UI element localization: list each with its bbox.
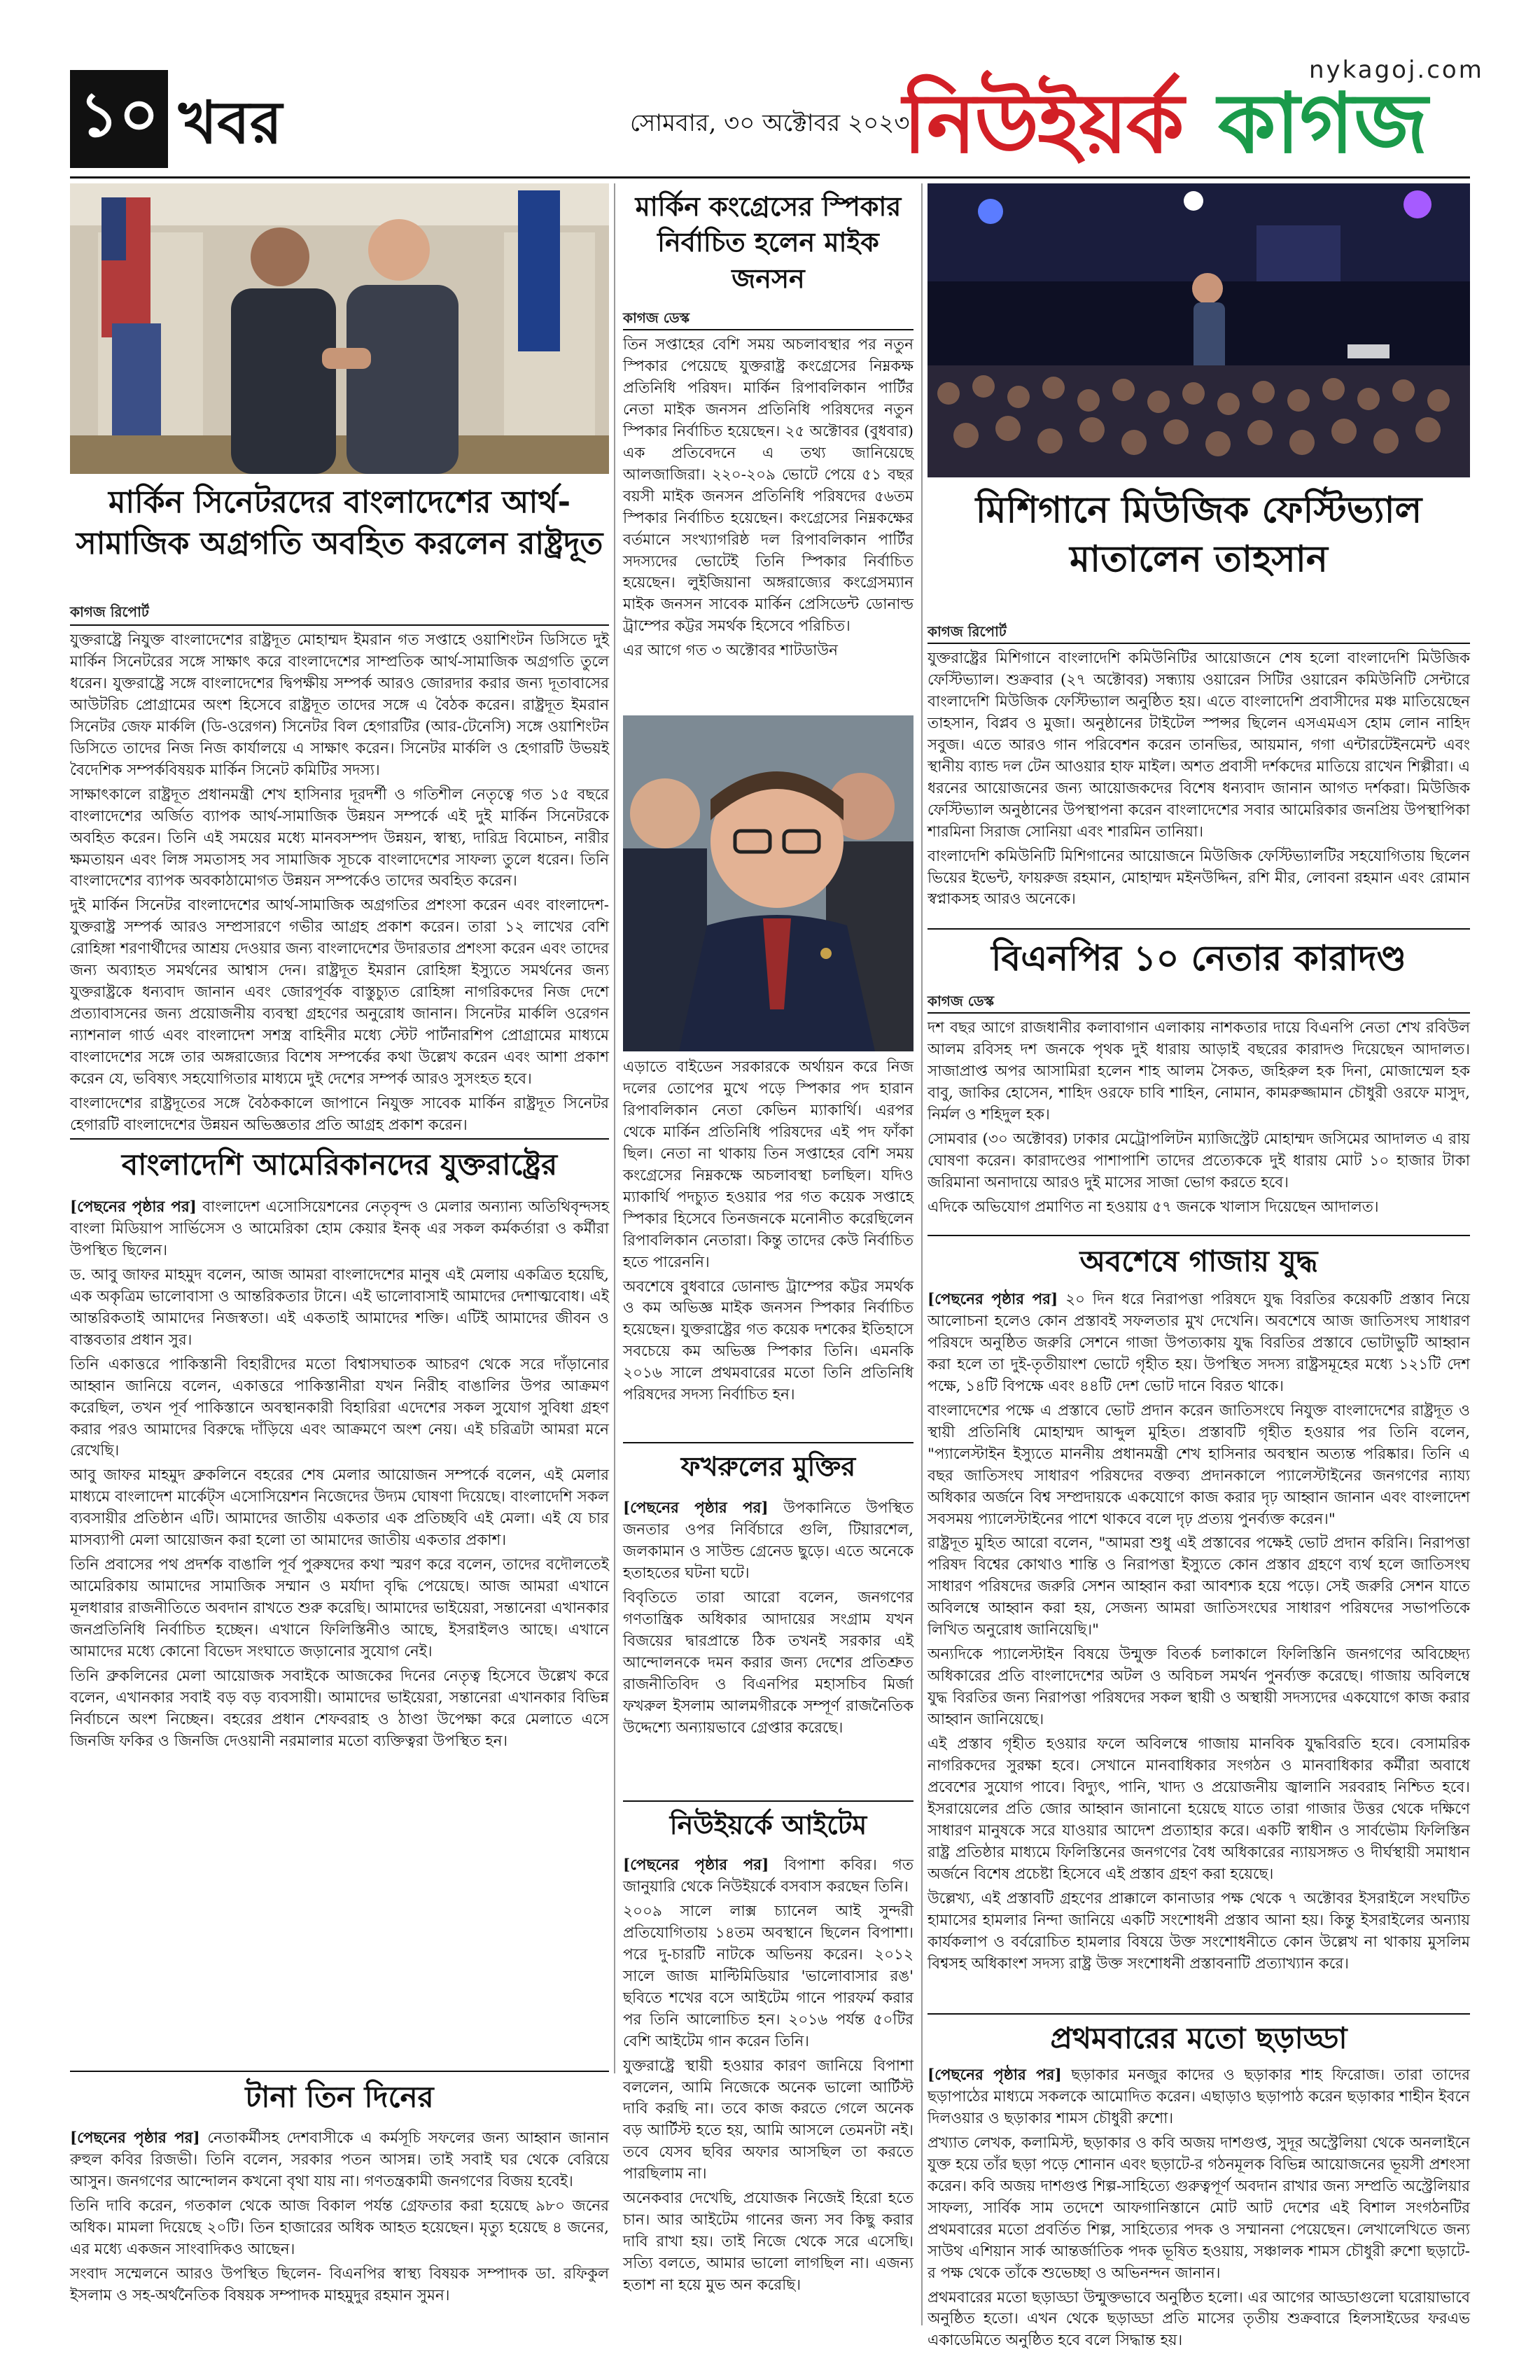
story6-headline[interactable]: নিউইয়র্কে আইটেম [669,1809,867,1840]
paragraph: তিনি প্রবাসের পথ প্রদর্শক বাঙালি পূর্ব পুরুষদের কথা স্মরণ করে বলেন, তাদের বদৌলতেই আমেরিকায় আমাদের সামাজিক সম্মান ও মর্যাদা বৃদ্ধি পেয়েছে। আজ আমরা এখানে মূলধারার রাজনীতিতে অবদান রাখতে শুরু করেছি। আমাদের ভাইয়েরা, সন্তানেরা এখানকার জনপ্রতিনিধি নির্বাচিত হচ্ছেন। এখানে ফিলিস্তিনীও আছে, ইসরাইলও আছে। এখানে আমাদের মধ্যে কোনো বিভেদ সংঘাতে জড়ানোর সুযোগ নেই। [70,1556,609,1661]
story10-body [927,2065,1470,2350]
story-divider [623,1800,913,1802]
story4-byline: কাগজ ডেস্ক [623,309,690,326]
story7-body [927,648,1470,925]
paragraph: এর আগে গত ৩ অক্টোবর শাটডাউন [623,642,838,660]
paragraph: সাক্ষাৎকালে রাষ্ট্রদূত প্রধানমন্ত্রী শেখ হাসিনার দূরদর্শী ও গতিশীল নেতৃত্বে গত ১৫ বছরে বাংলাদেশের অর্জিত ব্যাপক আর্থ-সামাজিক উন্নয়ন সম্পর্কে এই দুই মার্কিন সিনেটরকে অবহিত করেন। তিনি এই সময়ের মধ্যে মানবসম্পদ উন্নয়ন, স্বাস্থ্য, দারিদ্র বিমোচন, নারীর ক্ষমতায়ন এবং লিঙ্গ সমতাসহ সব সামাজিক সূচকে বাংলাদেশের সাফল্য তুলে ধরেন। তিনি বাংলাদেশের ব্যাপক অবকাঠামোগত উন্নয়ন সম্পর্কেও তাদের অবহিত করেন। [70,785,609,890]
story7-headline[interactable]: মিশিগানে মিউজিক ফেস্টিভ্যাল মাতালেন তাহসান [975,489,1422,581]
story7-byline: কাগজ রিপোর্ট [927,623,1007,640]
byline-rule [927,1012,1470,1014]
paragraph: যুক্তরাষ্ট্রে স্থায়ী হওয়ার কারণ জানিয়ে বিপাশা বললেন, আমি নিজেকে অনেক ভালো আর্টিস্ট দাবি করছি না। তবে কাজ করতে গেলে অনেক বড় আর্টিস্ট হতে হয়, আমি আসলে তেমনটা নই। তবে যেসব ছবির অফার আসছিল তা করতে পারছিলাম না। [623,2057,913,2183]
story8-body [927,1018,1470,1231]
dateline: সোমবার, ৩০ অক্টোবর ২০২৩ [630,109,910,137]
paragraph: অনেকবার দেখেছি, প্রযোজক নিজেই হিরো হতে চান। আর আইটেম গানের জন্য সব কিছু করার দাবি রাখা হয়। তাই নিজে থেকে সরে এসেছি। সত্যি বলতে, আমার ভালো লাগছিল না। এজন্য হতাশ না হয়ে মুভ অন করেছি। [623,2190,913,2295]
paragraph: তিনি দাবি করেন, গতকাল থেকে আজ বিকাল পর্যন্ত গ্রেফতার করা হয়েছে ৯৮০ জনের অধিক। মামলা দিয়েছে ২০টি। তিন হাজারের অধিক আহত হয়েছেন। মৃত্যু হয়েছে ৪ জনের, এর মধ্যে একজন সাংবাদিকও আছেন। [70,2197,609,2258]
paragraph: প্রখ্যাত লেখক, কলামিস্ট, ছড়াকার ও কবি অজয় দাশগুপ্ত, সুদূর অস্ট্রেলিয়া থেকে অনলাইনে যুক্ত হয়ে তাঁর ছড়া পড়ে শোনান এবং ছড়াটে-র গঠনমূলক বিভিন্ন আয়োজনের ভূয়সী প্রশংসা করেন। কবি অজয় দাশগুপ্ত শিল্প-সাহিত্যে গুরুত্বপূর্ণ অবদান রাখার জন্য সম্প্রতি অস্ট্রেলিয়ার সাফল্য, সার্বিক সাম তদেশে আফগানিস্তানে মোট আট দেশের এই বিশাল সংগঠনটির প্রথমবারের মতো প্রবর্তিত শিল্প, সাহিত্যের পদক ও সম্মাননা পেয়েছেন। লেখালেখিতে জন্য সাউথ এশিয়ান সার্ক আন্তর্জাতিক পদক ভূষিত হওয়ায়, সঞ্চালক শামস চৌধুরী রুশো ছড়াটে-র পক্ষ থেকে তাঁকে শুভেচ্ছা ও অভিনন্দন জানান। [927,2134,1470,2282]
story6-body [623,1855,913,2331]
paragraph: এদিকে অভিযোগ প্রমাণিত না হওয়ায় ৫৭ জনকে খালাস দিয়েছেন আদালত। [927,1198,1379,1216]
brand-name-part1: নিউইয়র্ক [903,75,1183,172]
paragraph: এড়াতে বাইডেন সরকারকে অর্থায়ন করে নিজ দলের তোপের মুখে পড়ে স্পিকার পদ হারান রিপাবলিকান নেতা কেভিন ম্যাকার্থি। এরপর থেকে মার্কিন প্রতিনিধি পরিষদের এই পদ ফাঁকা ছিল। নেতা না থাকায় তিন সপ্তাহের বেশি সময় কংগ্রেসের নিম্নকক্ষে অচলাবস্থা চলছিল। যদিও ম্যাকার্থি পদচ্যুত হওয়ার পর গত কয়েক সপ্তাহে স্পিকার হিসেবে তিনজনকে মনোনীত করেছিলেন রিপাবলিকান নেতারা। কিন্তু তাদের কেউ নির্বাচিত হতে পারেননি। [623,1058,913,1271]
paragraph: সংবাদ সম্মেলনে আরও উপস্থিত ছিলেন- বিএনপির স্বাস্থ্য বিষয়ক সম্পাদক ডা. রফিকুল ইসলাম ও সহ-অর্থনৈতিক বিষয়ক সম্পাদক মাহমুদুর রহমান সুমন। [70,2264,609,2304]
continued-tag: [পেছনের পৃষ্ঠার পর] [70,1198,197,1216]
story-divider [70,2071,609,2072]
byline-rule [927,643,1470,644]
brand-name-part2: কাগজ [1218,75,1428,172]
story3-headline[interactable]: টানা তিন দিনের [245,2080,434,2114]
story10-headline[interactable]: প্রথমবারের মতো ছড়াড্ডা [1050,2021,1348,2055]
paragraph: বিবৃতিতে তারা আরো বলেন, জনগণের গণতান্ত্রিক অধিকার আদায়ের সংগ্রাম যখন বিজয়ের দ্বারপ্রান্তে ঠিক তখনই সরকার এই আন্দোলনকে দমন করার জন্য দেশের প্রতিশ্রুত রাজনীতিবিদ ও বিএনপির মহাসচিব মির্জা ফখরুল ইসলাম আলমগীরকে সম্পূর্ণ রাজনৈতিক উদ্দেশ্যে অন্যায়ভাবে গ্রেপ্তার করেছে। [623,1588,913,1737]
paragraph: উপকানিতে উপস্থিত জনতার ওপর নির্বিচারে গুলি, টিয়ারশেল, জলকামান ও সাউন্ড গ্রেনেড ছুড়ে। এতে অনেকে হতাহতের ঘটনা ঘটে। [623,1499,914,1582]
continued-tag: [পেছনের পৃষ্ঠার পর] [927,1291,1058,1308]
paragraph: দশ বছর আগে রাজধানীর কলাবাগান এলাকায় নাশকতার দায়ে বিএনপি নেতা শেখ রবিউল আলম রবিসহ দশ জনকে পৃথক দুই ধারায় আড়াই বছরের কারাদণ্ড দিয়েছেন আদালত। সাজাপ্রাপ্ত অপর আসামিরা হলেন শাহ আলম সৈকত, জহিরুল হক দিনা, মোজাম্মেল হক বাবু, জাকির হোসেন, শাহিদ ওরফে চাবি শাহিন, নোমান, কামরুজ্জামান চৌধুরী ওরফে মাসুদ, নির্মল ও শহিদুল হক। [927,1019,1470,1124]
story5-headline[interactable]: ফখরুলের মুক্তির [680,1451,856,1482]
paragraph: ২০ দিন ধরে নিরাপত্তা পরিষদে যুদ্ধ বিরতির কয়েকটি প্রস্তাব নিয়ে আলোচনা হলেও কোন প্রস্তাবই সফলতার মুখ দেখেনি। অবশেষে আজ জাতিসংঘ সাধারণ পরিষদে অনুষ্ঠিত জরুরি সেশনে গাজা উপত্যকায় যুদ্ধ বিরতির প্রস্তাবে ভোটাভুটি আহ্বান করা হলে তা দুই-তৃতীয়াংশ ভোটে গৃহীত হয়। উপস্থিত সদস্য রাষ্ট্রসমূহের মধ্যে ১২১টি দেশ পক্ষে, ১৪টি বিপক্ষে এবং ৪৪টি দেশ ভোট দানে বিরত থাকে। [927,1291,1470,1395]
paragraph: প্রথমবারের মতো ছড়াড্ডা উন্মুক্তভাবে অনুষ্ঠিত হলো। এর আগের আড্ডাগুলো ঘরোয়াভাবে অনুষ্ঠিত হতো। এখন থেকে ছড়াড্ডা প্রতি মাসের তৃতীয় শুক্রবারে হিলসাইডের ফরএভ একাডেমিতে অনুষ্ঠিত হবে বলে সিদ্ধান্ত হয়। [927,2288,1470,2350]
photo-mike-johnson [623,715,913,1051]
paragraph: বিপাশা কবির। গত জানুয়ারি থেকে নিউইয়র্কে বসবাস করছেন তিনি। [623,1856,914,1896]
story1-body [70,630,609,1134]
story3-body [70,2128,609,2331]
story8-headline[interactable]: বিএনপির ১০ নেতার কারাদণ্ড [991,938,1406,979]
byline-rule [70,624,609,626]
section-title: খবর [178,88,283,157]
paragraph: আবু জাফর মাহমুদ ব্রুকলিনে বহরের শেষ মেলার আয়োজন সম্পর্কে বলেন, এই মেলার মাধ্যমে বাংলাদেশ মার্কেট্‌স এসোসিয়েশন নিজেদের উদ্যম ঘোষণা দিয়েছে। বাংলাদেশি সকল ব্যবসায়ীর প্রতিষ্ঠান এটি। আমাদের জাতীয় একতার এক প্রতিচ্ছবি এই মেলা। এই যে চার মাসব্যাপী মেলা আয়োজন করা হলো তা আমাদের জাতীয় একতার প্রকাশ। [70,1466,609,1550]
story-divider [927,1235,1470,1236]
story1-headline[interactable]: মার্কিন সিনেটরদের বাংলাদেশের আর্থ-সামাজিক অগ্রগতি অবহিত করলেন রাষ্ট্রদূত [76,484,603,562]
paragraph: তিনি একাত্তরে পাকিস্তানী বিহারীদের মতো বিশ্বাসঘাতক আচরণ থেকে সরে দাঁড়ানোর আহ্বান জানিয়ে বলেন, একাত্তরে পাকিস্তানীরা যখন নিরীহ বাঙালির উপর আক্রমণ করেছিল, তখন পূর্ব পাকিস্তানে অবস্থানকারী বিহারিরা এদেশের সকল সুযোগ সুবিধা গ্রহণ করার পরও আমাদের বিরুদ্ধে দাঁড়িয়ে এবং আক্রমণে অংশ নেয়। এই চরিত্রটা আমরা মনে রেখেছি। [70,1355,609,1460]
paragraph: বাংলাদেশ এসোসিয়েশনের নেতৃবৃন্দ ও মেলার অন্যান্য অতিথিবৃন্দসহ বাংলা মিডিয়াপ সার্ভিসেস ও আমেরিকা হোম কেয়ার ইনক্‌ এর সকল কর্মকর্তারা ও কর্মীরা উপস্থিত ছিলেন। [70,1198,610,1259]
column-divider [921,183,923,2325]
story4-headline[interactable]: মার্কিন কংগ্রেসের স্পিকার নির্বাচিত হলেন মাইক জনসন [635,191,902,294]
story2-headline[interactable]: বাংলাদেশি আমেরিকানদের যুক্তরাষ্ট্রের [121,1147,558,1182]
paragraph: বাংলাদেশের রাষ্ট্রদূতের সঙ্গে বৈঠককালে জাপানে নিযুক্ত সাবেক মার্কিন রাষ্ট্রদূত সিনেটর হেগারটি বাংলাদেশের উন্নয়ন অভিজ্ঞতার প্রতি আগ্রহ প্রকাশ করেন। [70,1095,609,1134]
paragraph: যুক্তরাষ্ট্রের মিশিগানে বাংলাদেশি কমিউনিটির আয়োজনে শেষ হলো বাংলাদেশি মিউজিক ফেস্টিভ্যাল। শুক্রবার (২৭ অক্টোবর) সন্ধ্যায় ওয়ারেন সিটির ওয়ারেন কমিউনিটি সেন্টারে বাংলাদেশি মিউজিক ফেস্টিভ্যাল অনুষ্ঠিত হয়। এতে বাংলাদেশি প্রবাসীদের মঞ্চ মাতিয়েছেন তাহসান, বিপ্লব ও মুজা। অনুষ্ঠানের টাইটেল স্পন্সর ছিলেন এসএমএস হোম লোন নাহিদ সবুজ। এতে আরও গান পরিবেশন করেন তানভির, আয়মান, গগা এন্টারটেইনমেন্ট এবং স্থানীয় ব্যান্ড দল টেন আওয়ার হাফ মাইল। অশত প্রবাসী দর্শকদের মাতিয়ে রাখেন শিল্পীরা। এ ধরনের আয়োজনের জন্য আয়োজকদের বিশেষ ধন্যবাদ জানান আগত দর্শকরা। মিউজিক ফেস্টিভ্যাল অনুষ্ঠানের উপস্থাপনা করেন বাংলাদেশের সবার আমেরিকার জনপ্রিয় উপস্থাপিকা শারমিনা সিরাজ সোনিয়া এবং শারমিন তানিয়া। [927,650,1470,841]
paragraph: বাংলাদেশের পক্ষে এ প্রস্তাবে ভোট প্রদান করেন জাতিসংঘে নিযুক্ত বাংলাদেশের রাষ্ট্রদূত ও স্থায়ী প্রতিনিধি মোহাম্মদ আব্দুল মুহিত। প্রস্তাবটি গৃহীত হওয়ার পর তিনি বলেন, "প্যালেস্টাইন ইস্যুতে মাননীয় প্রধানমন্ত্রী শেখ হাসিনার অবস্থান অত্যন্ত পরিষ্কার। তিনি এ বছর জাতিসংঘ সাধারণ পরিষদের বক্তব্য প্রদানকালে প্যালেস্টাইনের জনগণের ন্যায্য অধিকার অর্জনে বিশ্ব সম্প্রদায়কে একযোগে কাজ করার দৃঢ় আহ্বান জানান এবং বাংলাদেশ সবসময় প্যালেস্টাইনের পাশে থাকবে বলে দৃঢ় প্রত্যয় পুনর্ব্যক্ত করেন।" [927,1401,1470,1528]
continued-tag: [পেছনের পৃষ্ঠার পর] [623,1499,769,1517]
paragraph: তিনি ব্রুকলিনের মেলা আয়োজক সবাইকে আজকের দিনের নেতৃত্ব হিসেবে উল্লেখ করে বলেন, এখানকার সবাই বড় বড় ব্যবসায়ী। আমাদের ভাইয়েরা, সন্তানেরা এখানকার বিভিন্ন নির্বাচনে অংশ নিচ্ছেন। বহরের প্রধান শেফবরাহ ও ঠাণ্ডা উপেক্ষা করে মেলাতে এসে জিনজি ফকির ও জিনজি দেওয়ানী নরমালার মতো ব্যক্তিত্বরা উপস্থিত হন। [70,1667,609,1750]
story5-body [623,1498,913,1795]
website-url[interactable]: nykagoj.com [1309,56,1484,84]
paragraph: ২০০৯ সালে লাক্স চ্যানেল আই সুন্দরী প্রতিযোগিতায় ১৪তম অবস্থানে ছিলেন বিপাশা। পরে দু-চারটি নাটকে অভিনয় করেন। ২০১২ সালে জাজ মাল্টিমিডিয়ার 'ভালোবাসার রঙ' ছবিতে শখের বসে আইটেম গানে পারফর্ম করার পর তিনি আলোচিত হন। ২০১৬ পর্যন্ত ৫০টির বেশি আইটেম গান করেন তিনি। [623,1902,913,2050]
story-divider [70,1138,609,1140]
story9-headline[interactable]: অবশেষে গাজায় যুদ্ধ [1079,1244,1318,1278]
paragraph: অবশেষে বুধবারে ডোনাল্ড ট্রাম্পের কট্টর সমর্থক ও কম অভিজ্ঞ মাইক জনসন স্পিকার নির্বাচিত হয়েছেন। যুক্তরাষ্ট্রের গত কয়েক দশকের ইতিহাসে সবচেয়ে কম অভিজ্ঞ স্পিকার তিনি। এমনকি ২০১৬ সালে প্রথমবারের মতো তিনি প্রতিনিধি পরিষদের সদস্য নির্বাচিত হন। [623,1278,913,1404]
story4-body-top [623,335,913,709]
paragraph: রাষ্ট্রদূত মুহিত আরো বলেন, "আমরা শুধু এই প্রস্তাবের পক্ষেই ভোট প্রদান করিনি। নিরাপত্তা পরিষদ বিশ্বের কোথাও শান্তি ও নিরাপত্তা ইস্যুতে কোন প্রস্তাব গ্রহণে ব্যর্থ হলে জাতিসংঘ সাধারণ পরিষদের জরুরি সেশন আহ্বান করা আবশ্যক হয়ে পড়ে। সেই জরুরি সেশন যাতে অবিলম্বে আহ্বান করা হয়, সেজন্য আমরা জাতিসংঘের সাধারণ পরিষদের সভাপতিকে লিখিত অনুরোধ জানিয়েছি।" [927,1534,1470,1639]
continued-tag: [পেছনের পৃষ্ঠার পর] [927,2066,1062,2084]
paragraph: ছড়াকার মনজুর কাদের ও ছড়াকার শাহ ফিরোজ। তারা তাদের ছড়াপাঠের মাধ্যমে সকলকে আমোদিত করেন। এছাড়াও ছড়াপাঠ করেন ছড়াকার শাহীন ইবনে দিলওয়ার ও ছড়াকার শামস চৌধুরী রুশো। [927,2066,1470,2127]
story4-body-bottom [623,1057,913,1438]
paragraph: অন্যদিকে প্যালেস্টাইন বিষয়ে উন্মুক্ত বিতর্ক চলাকালে ফিলিস্তিনি জনগণের অবিচ্ছেদ্য অধিকারের প্রতি বাংলাদেশের অটল ও অবিচল সমর্থন পুনর্ব্যক্ত করেছে। গাজায় অবিলম্বে যুদ্ধ বিরতির জন্য নিরাপত্তা পরিষদের সকল স্থায়ী ও অস্থায়ী সদস্যদের একযোগে কাজ করার আহ্বান জানিয়েছে। [927,1646,1470,1729]
story-divider [623,1442,913,1443]
paragraph: যুক্তরাষ্ট্রে নিযুক্ত বাংলাদেশের রাষ্ট্রদূত মোহাম্মদ ইমরান গত সপ্তাহে ওয়াশিংটন ডিসিতে দুই মার্কিন সিনেটরের সঙ্গে সাক্ষাৎ করে বাংলাদেশের সাম্প্রতিক আর্থ-সামাজিক অগ্রগতি তুলে ধরেন। যুক্তরাষ্ট্রে সঙ্গে বাংলাদেশের দ্বিপক্ষীয় সম্পর্ক আরও জোরদার করার জন্য দূতাবাসের আউটরিচ প্রোগ্রামের অংশ হিসেবে রাষ্ট্রদূত তাদের সঙ্গে এ বৈঠক করেন। রাষ্ট্রদূত ইমরান সিনেটর জেফ মার্কলি (ডি-ওরেগন) সিনেটর বিল হেগারটির (আর-টেনেসি) সঙ্গে ওয়াশিংটন ডিসিতে তাদের নিজ নিজ কার্যালয়ে এ সাক্ষাৎ করেন। সিনেটর মার্কলি ও হেগারটি উভয়ই বৈদেশিক সম্পর্কবিষয়ক মার্কিন সিনেট কমিটির সদস্য। [70,631,609,779]
paragraph: এই প্রস্তাব গৃহীত হওয়ার ফলে অবিলম্বে গাজায় মানবিক যুদ্ধবিরতি হবে। বেসামরিক নাগরিকদের সুরক্ষা হবে। সেখানে মানবাধিকার সংগঠন ও মানবাধিকার কর্মীরা অবাধে প্রবেশের সুযোগ পাবে। বিদ্যুৎ, পানি, খাদ্য ও প্রয়োজনীয় জ্বালানি সরবরাহ নিশ্চিত হবে। ইসরায়েলের প্রতি জোর আহ্বান জানানো হয়েছে যাতে তারা গাজার উত্তর থেকে দক্ষিণে সাধারণ মানুষকে সরে যাওয়ার আদেশ প্রত্যাহার করে। একটি স্বাধীন ও সার্বভৌম ফিলিস্তিন রাষ্ট্র প্রতিষ্ঠার মাধ্যমে ফিলিস্তিনের জনগণের বৈধ অধিকারের ন্যায়সঙ্গত ও দীর্ঘস্থায়ী সমাধান অর্জনে বিশেষ প্রচেষ্টা হিসেবে এই প্রস্তাব গ্রহণ করা হয়েছে। [927,1735,1470,1883]
paragraph: ড. আবু জাফর মাহমুদ বলেন, আজ আমরা বাংলাদেশের মানুষ এই মেলায় একত্রিত হয়েছি, এক অকৃত্রিম ভালোবাসা ও আন্তরিকতার টানে। এই ভালোবাসাই আমাদের দেশাত্মবোধ। এই আন্তরিকতাই আমাদের নিজস্বতা। এই একতাই আমাদের শক্তি। এটিই আমাদের জীবন ও বাস্তবতার প্রধান সুর। [70,1266,609,1349]
page-number-box [70,70,168,168]
paragraph: নেতাকর্মীসহ দেশবাসীকে এ কর্মসূচি সফলের জন্য আহ্বান জানান রুহুল কবির রিজভী। তিনি বলেন, সরকার পতন আসন্ন। তাই সবাই ঘর থেকে বেরিয়ে আসুন। জনগণের আন্দোলন কখনো বৃথা যায় না। গণতন্ত্রকামী জনগণের বিজয় হবেই। [70,2129,610,2190]
byline-rule [623,329,913,330]
story1-byline: কাগজ রিপোর্ট [70,603,149,620]
paragraph: দুই মার্কিন সিনেটর বাংলাদেশের আর্থ-সামাজিক অগ্রগতির প্রশংসা করেন এবং বাংলাদেশ-যুক্তরাষ্ট্র সম্পর্ক আরও সম্প্রসারণে গভীর আগ্রহ প্রকাশ করেন। তারা ১২ লাখের বেশি রোহিঙ্গা শরণার্থীদের আশ্রয় দেওয়ার জন্য বাংলাদেশের উদারতার প্রশংসা করেন এবং তাদের জন্য অব্যাহত সমর্থনের আশ্বাস দেন। রাষ্ট্রদূত ইমরান রোহিঙ্গা ইস্যুতে সমর্থনের জন্য যুক্তরাষ্ট্রকে ধন্যবাদ জানান এবং জোরপূর্বক বাস্তুচ্যুত রোহিঙ্গা নাগরিকদের নিজ দেশে প্রত্যাবাসনের জন্য প্রয়োজনীয় ব্যবস্থা গ্রহণের অনুরোধ জানান। সিনেটর মার্কলি ওরেগন ন্যাশনাল গার্ড এবং বাংলাদেশ সশস্ত্র বাহিনীর মধ্যে স্টেট পার্টনারশিপ প্রোগ্রামের মাধ্যমে বাংলাদেশের সঙ্গে তার অঙ্গরাজ্যের বিশেষ সম্পর্কের কথা উল্লেখ করেন এবং আশা প্রকাশ করেন যে, ভবিষ্যৎ সহযোগিতার মাধ্যমে দুই দেশের সম্পর্ক আরও সুসংহত হবে। [70,897,609,1088]
masthead-rule [70,176,1470,178]
paragraph: সোমবার (৩০ অক্টোবর) ঢাকার মেট্রোপলিটন ম্যাজিস্ট্রেট মোহাম্মদ জসিমের আদালত এ রায় ঘোষণা করেন। কারাদণ্ডের পাশাপাশি তাদের প্রত্যেককে দুই ধারায় মোট ১০ হাজার টাকা জরিমানা অনাদায়ে আরও দুই মাসের সাজা ভোগ করতে হবে। [927,1130,1470,1191]
story8-byline: কাগজ ডেস্ক [927,993,994,1009]
story-divider [927,928,1470,930]
continued-tag: [পেছনের পৃষ্ঠার পর] [623,1856,769,1874]
photo-ambassador-senator [70,183,609,474]
paragraph: উল্লেখ্য, এই প্রস্তাবটি গ্রহণের প্রাক্কালে কানাডার পক্ষ থেকে ৭ অক্টোবর ইসরাইলে সংঘটিত হামাসের হামলার নিন্দা জানিয়ে একটি সংশোধনী প্রস্তাব আনা হয়। কিন্তু ইসরাইলের অন্যায় কার্যকলাপ ও বর্বরোচিত হামলার বিষয়ে উক্ত সংশোধনীতে কোন উল্লেখ না থাকায় মুসলিম বিশ্বসহ অধিকাংশ সদস্য রাষ্ট্র উক্ত সংশোধনী প্রস্তাবনাটি প্রত্যাখ্যান করে। [927,1889,1470,1973]
column-divider [614,183,615,2073]
continued-tag: [পেছনের পৃষ্ঠার পর] [70,2129,200,2147]
page-number: ১০ [78,78,160,150]
story-divider [927,2013,1470,2015]
paragraph: বাংলাদেশি কমিউনিটি মিশিগানের আয়োজনে মিউজিক ফেস্টিভ্যালটির সহযোগিতায় ছিলেন ভিয়ের ইভেন্ট, ফায়রুজ রহমান, মোহাম্মদ মইনউদ্দিন, রশি মীর, লোবনা রহমান এবং রোমান স্বপ্নাকসহ আরও অনেকে। [927,847,1470,909]
story9-body [927,1289,1470,2010]
paragraph: তিন সপ্তাহের বেশি সময় অচলাবস্থার পর নতুন স্পিকার পেয়েছে যুক্তরাষ্ট্র কংগ্রেসের নিম্নকক্ষ প্রতিনিধি পরিষদ। মার্কিন রিপাবলিকান পার্টির নেতা মাইক জনসন প্রতিনিধি পরিষদের নতুন স্পিকার নির্বাচিত হয়েছেন। ২৫ অক্টোবর (বুধবার) এক প্রতিবেদনে এ তথ্য জানিয়েছে আলজাজিরা। ২২০-২০৯ ভোটে পেয়ে ৫১ বছর বয়সী মাইক জনসন প্রতিনিধি পরিষদের ৫৬তম স্পিকার নির্বাচিত হয়েছেন। কংগ্রেসের নিম্নকক্ষের বর্তমানে সংখ্যাগরিষ্ঠ দল রিপাবলিকান পার্টির সদস্যদের ভোটেই তিনি স্পিকার নির্বাচিত হয়েছেন। লুইজিয়ানা অঙ্গরাজ্যের কংগ্রেসম্যান মাইক জনসন সাবেক মার্কিন প্রেসিডেন্ট ডোনাল্ড ট্রাম্পের কট্টর সমর্থক হিসেবে পরিচিত। [623,336,913,636]
photo-concert-tahsan [927,183,1470,477]
story2-body [70,1197,609,2065]
